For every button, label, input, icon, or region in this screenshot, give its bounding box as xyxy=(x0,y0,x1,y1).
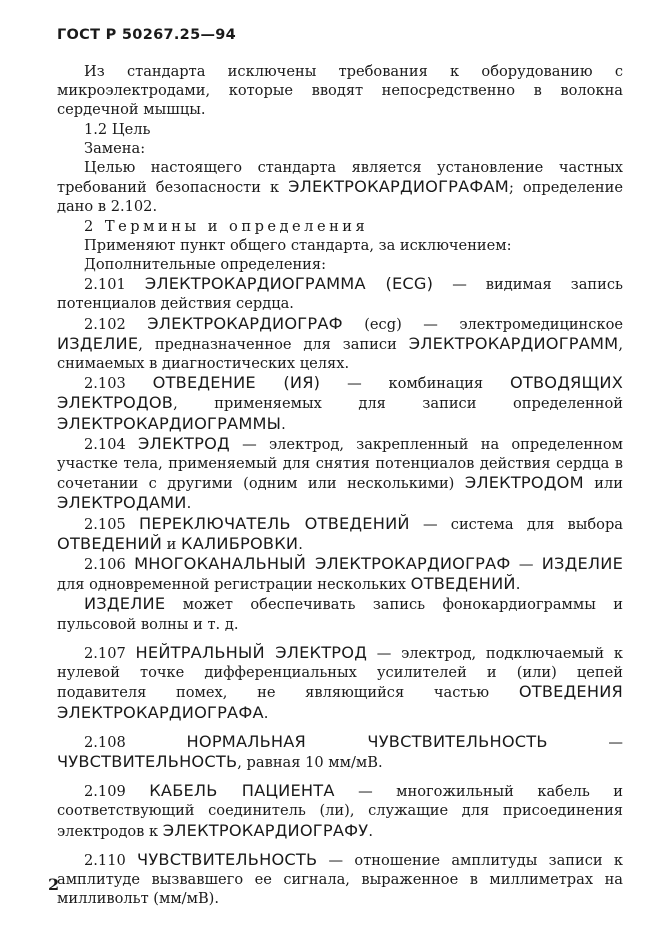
defined-term: ИЗДЕЛИЕ xyxy=(541,554,624,574)
term-2-107: 2.107 НЕЙТРАЛЬНЫЙ ЭЛЕКТРОД — электрод, подключаемый к нулевой точке дифференциальных усилителей и (или) цепей подавителя помех, не являющийся частью ОТВЕДЕНИЯ ЭЛЕКТРОКАРДИОГРАФА. xyxy=(57,642,624,722)
term-2-108: 2.108 НОРМАЛЬНАЯ ЧУВСТВИТЕЛЬНОСТЬ — ЧУВСТВИТЕЛЬНОСТЬ, равная 10 мм/мВ. xyxy=(57,731,623,771)
defined-term: ЭЛЕКТРОКАРДИОГРАФАМ xyxy=(288,177,509,197)
defined-term: ЭЛЕКТРОКАРДИОГРАФ xyxy=(147,313,343,333)
section-1-2-purpose: Целью настоящего стандарта является установление частных требований безопасности к ЭЛЕКТРОКАРДИОГРАФАМ; определение дано в 2.102. xyxy=(57,159,624,216)
defined-term: ЭЛЕКТРОКАРДИОГРАФУ xyxy=(162,820,369,840)
term-2-101: 2.101 ЭЛЕКТРОКАРДИОГРАММА (ECG) — видимая запись потенциалов действия сердца. xyxy=(57,274,623,313)
page-number: 2 xyxy=(48,875,60,894)
section-2-apply: Применяют пункт общего стандарта, за исключением: xyxy=(84,236,512,254)
defined-term: ОТВЕДЕНИЙ xyxy=(57,533,163,553)
defined-term: ОТВЕДЕНИЙ xyxy=(410,574,516,594)
defined-term: ЧУВСТВИТЕЛЬНОСТЬ xyxy=(57,751,238,771)
defined-term: МНОГОКАНАЛЬНЫЙ ЭЛЕКТРОКАРДИОГРАФ xyxy=(134,554,511,574)
defined-term: ИЗДЕЛИЕ xyxy=(84,594,166,614)
scope-exclusion-paragraph: Из стандарта исключены требования к оборудованию с микроэлектродами, которые вводят непосредственно в волокна сердечной мышцы. xyxy=(57,63,623,119)
defined-term: ПЕРЕКЛЮЧАТЕЛЬ ОТВЕДЕНИЙ xyxy=(139,513,410,533)
defined-term: ОТВЕДЕНИЕ (ИЯ) xyxy=(152,373,321,393)
defined-term: ЧУВСТВИТЕЛЬНОСТЬ xyxy=(137,849,318,869)
term-2-103: 2.103 ОТВЕДЕНИЕ (ИЯ) — комбинация ОТВОДЯЩИХ ЭЛЕКТРОДОВ, применяемых для записи определенной ЭЛЕКТРОКАРДИОГРАММЫ. xyxy=(57,373,624,433)
defined-term: НОРМАЛЬНАЯ ЧУВСТВИТЕЛЬНОСТЬ xyxy=(186,731,548,751)
term-2-106: 2.106 МНОГОКАНАЛЬНЫЙ ЭЛЕКТРОКАРДИОГРАФ — ИЗДЕЛИЕ для одновременной регистрации нескольких ОТВЕДЕНИЙ. xyxy=(57,554,624,594)
defined-term: ЭЛЕКТРОКАРДИОГРАММ xyxy=(408,333,619,353)
defined-term: ИЗДЕЛИЕ xyxy=(57,333,139,353)
defined-term: ЭЛЕКТРОКАРДИОГРАММЫ xyxy=(57,413,282,433)
defined-term: НЕЙТРАЛЬНЫЙ ЭЛЕКТРОД xyxy=(135,642,368,662)
term-2-102: 2.102 ЭЛЕКТРОКАРДИОГРАФ (ecg) — электромедицинское ИЗДЕЛИЕ, предназначенное для записи ЭЛЕКТРОКАРДИОГРАММ, снимаемых в диагностических целях. xyxy=(57,313,623,373)
defined-term: КАЛИБРОВКИ xyxy=(181,533,299,553)
term-2-109: 2.109 КАБЕЛЬ ПАЦИЕНТА — многожильный кабель и соответствующий соединитель (ли), служащие для присоединения электродов к ЭЛЕКТРОКАРДИОГРАФУ. xyxy=(57,781,623,840)
document-body xyxy=(57,62,623,908)
section-1-2-replace-label: Замена: xyxy=(84,139,146,157)
section-2-additional: Дополнительные определения: xyxy=(84,256,327,274)
defined-term: ЭЛЕКТРОДОМ xyxy=(464,473,584,493)
term-2-106-note: ИЗДЕЛИЕ может обеспечивать запись фонокардиограммы и пульсовой волны и т. д. xyxy=(57,594,623,633)
defined-term: КАБЕЛЬ ПАЦИЕНТА xyxy=(149,781,335,801)
term-2-105: 2.105 ПЕРЕКЛЮЧАТЕЛЬ ОТВЕДЕНИЙ — система для выбора ОТВЕДЕНИЙ и КАЛИБРОВКИ. xyxy=(57,513,623,553)
standard-header: ГОСТ Р 50267.25—94 xyxy=(57,27,237,43)
defined-term: ЭЛЕКТРОКАРДИОГРАММА (ECG) xyxy=(144,274,434,294)
defined-term: ЭЛЕКТРОДАМИ xyxy=(57,493,187,513)
defined-term: ОТВЕДЕНИЯ ЭЛЕКТРОКАРДИОГРАФА xyxy=(57,682,623,722)
defined-term: ЭЛЕКТРОД xyxy=(138,433,230,453)
term-2-104: 2.104 ЭЛЕКТРОД — электрод, закрепленный на определенном участке тела, применяемый для снятия потенциалов действия сердца в сочетании с другими (одним или несколькими) ЭЛЕКТРОДОМ или ЭЛЕКТРОДАМИ. xyxy=(57,433,624,513)
section-1-2-heading: 1.2 Цель xyxy=(84,120,151,138)
defined-term: ОТВОДЯЩИХ ЭЛЕКТРОДОВ xyxy=(57,373,624,413)
section-2-heading: 2 Термины и определения xyxy=(84,217,369,235)
term-2-110: 2.110 ЧУВСТВИТЕЛЬНОСТЬ — отношение амплитуды записи к амплитуде вызвавшего ее сигнала, выраженное в миллиметрах на милливольт (мм/мВ). xyxy=(57,849,623,908)
